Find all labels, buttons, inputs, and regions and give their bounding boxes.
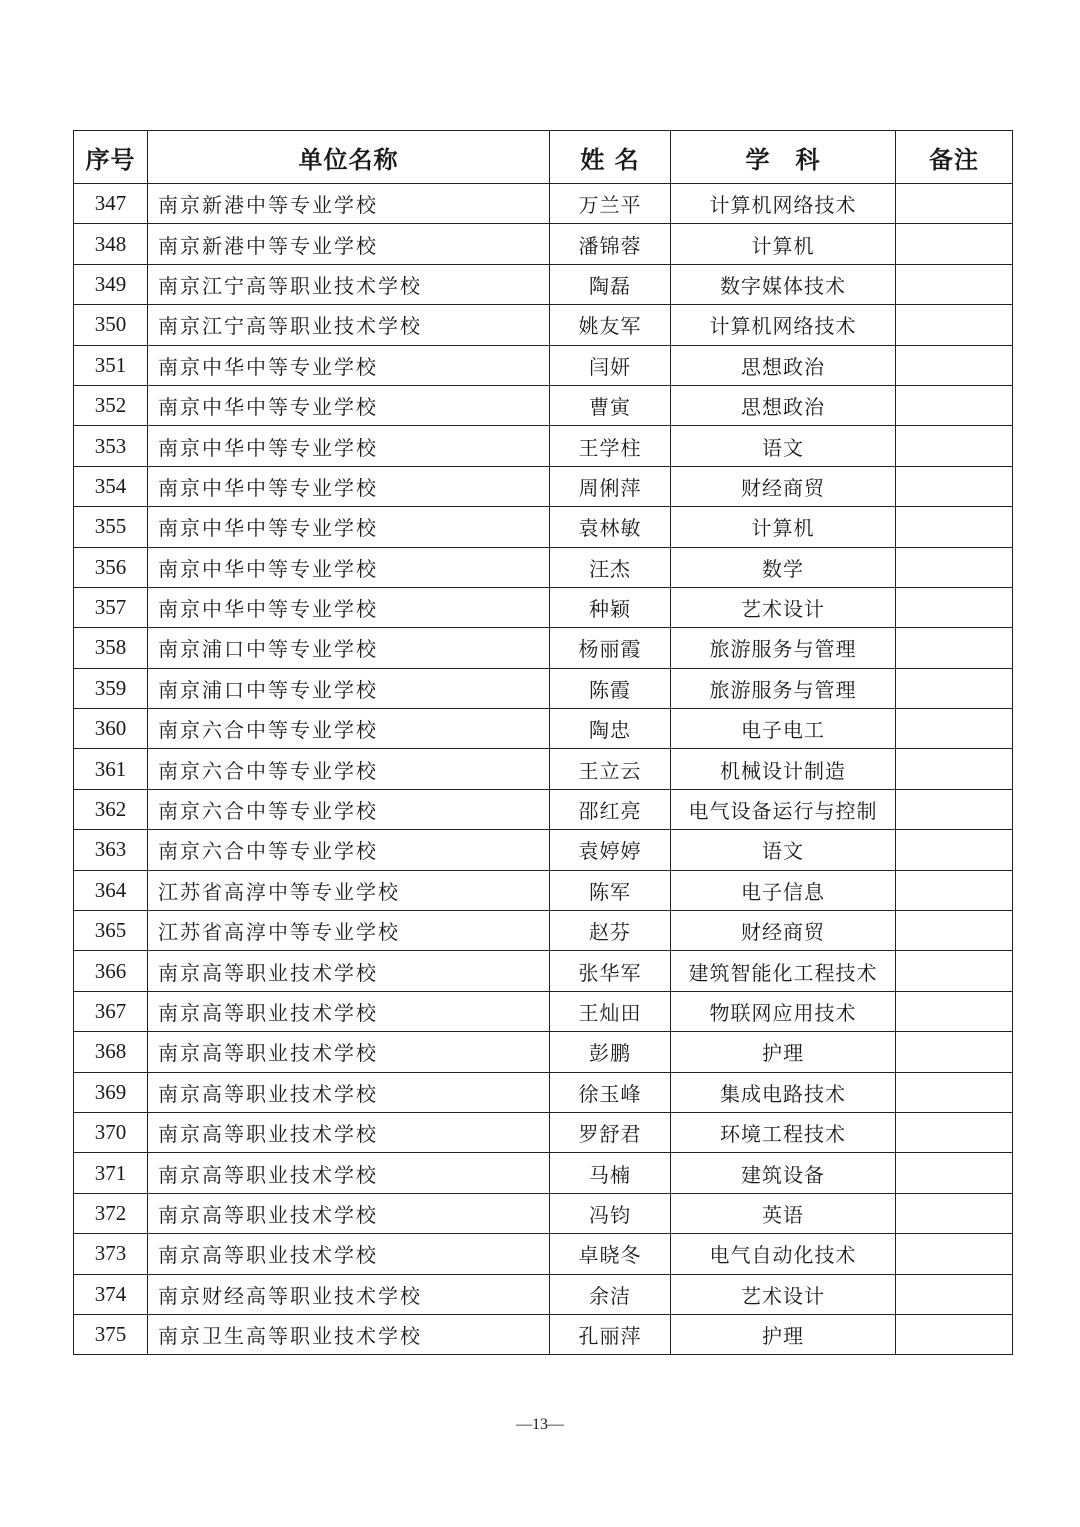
cell-name: 孔丽萍: [550, 1314, 671, 1354]
cell-unit: 南京中华中等专业学校: [148, 547, 550, 587]
cell-subject: 旅游服务与管理: [671, 668, 896, 708]
cell-seq: 353: [74, 426, 148, 466]
cell-unit: 南京六合中等专业学校: [148, 709, 550, 749]
table-row: [74, 1234, 1013, 1274]
cell-seq: 363: [74, 830, 148, 870]
cell-name: 冯钧: [550, 1193, 671, 1233]
cell-name: 曹寅: [550, 385, 671, 425]
table-row: [74, 345, 1013, 385]
cell-note: [896, 911, 1013, 951]
table-row: [74, 385, 1013, 425]
cell-subject: 财经商贸: [671, 466, 896, 506]
cell-note: [896, 507, 1013, 547]
cell-subject: 思想政治: [671, 345, 896, 385]
cell-subject: 物联网应用技术: [671, 991, 896, 1031]
cell-name: 闫妍: [550, 345, 671, 385]
cell-subject: 旅游服务与管理: [671, 628, 896, 668]
cell-note: [896, 264, 1013, 304]
cell-seq: 373: [74, 1234, 148, 1274]
cell-subject: 建筑设备: [671, 1153, 896, 1193]
cell-unit: 南京浦口中等专业学校: [148, 668, 550, 708]
cell-unit: 南京高等职业技术学校: [148, 1112, 550, 1152]
cell-unit: 南京高等职业技术学校: [148, 1193, 550, 1233]
table-row: [74, 991, 1013, 1031]
cell-seq: 356: [74, 547, 148, 587]
cell-unit: 南京高等职业技术学校: [148, 1072, 550, 1112]
cell-name: 陶磊: [550, 264, 671, 304]
cell-name: 卓晓冬: [550, 1234, 671, 1274]
cell-name: 张华军: [550, 951, 671, 991]
table-row: [74, 1274, 1013, 1314]
cell-seq: 372: [74, 1193, 148, 1233]
cell-name: 彭鹏: [550, 1032, 671, 1072]
cell-seq: 365: [74, 911, 148, 951]
table-row: [74, 789, 1013, 829]
cell-seq: 358: [74, 628, 148, 668]
cell-subject: 电子信息: [671, 870, 896, 910]
cell-note: [896, 184, 1013, 224]
cell-note: [896, 1234, 1013, 1274]
table-row: [74, 507, 1013, 547]
cell-name: 王立云: [550, 749, 671, 789]
cell-subject: 环境工程技术: [671, 1112, 896, 1152]
cell-subject: 计算机网络技术: [671, 305, 896, 345]
cell-unit: 南京中华中等专业学校: [148, 426, 550, 466]
cell-subject: 电子电工: [671, 709, 896, 749]
cell-unit: 南京六合中等专业学校: [148, 789, 550, 829]
cell-note: [896, 345, 1013, 385]
cell-subject: 思想政治: [671, 385, 896, 425]
cell-name: 周俐萍: [550, 466, 671, 506]
cell-name: 种颖: [550, 587, 671, 627]
table-row: [74, 870, 1013, 910]
cell-unit: 南京卫生高等职业技术学校: [148, 1314, 550, 1354]
cell-seq: 364: [74, 870, 148, 910]
cell-subject: 护理: [671, 1032, 896, 1072]
cell-name: 潘锦蓉: [550, 224, 671, 264]
cell-seq: 369: [74, 1072, 148, 1112]
header-note: 备注: [896, 131, 1013, 184]
cell-note: [896, 1072, 1013, 1112]
cell-note: [896, 1274, 1013, 1314]
cell-name: 袁婷婷: [550, 830, 671, 870]
table-row: [74, 587, 1013, 627]
cell-subject: 语文: [671, 426, 896, 466]
cell-unit: 南京六合中等专业学校: [148, 749, 550, 789]
cell-name: 余洁: [550, 1274, 671, 1314]
cell-name: 陶忠: [550, 709, 671, 749]
cell-unit: 南京财经高等职业技术学校: [148, 1274, 550, 1314]
header-seq: 序号: [74, 131, 148, 184]
cell-name: 王灿田: [550, 991, 671, 1031]
cell-note: [896, 749, 1013, 789]
cell-note: [896, 1112, 1013, 1152]
cell-seq: 359: [74, 668, 148, 708]
cell-subject: 电气设备运行与控制: [671, 789, 896, 829]
cell-note: [896, 951, 1013, 991]
table-row: [74, 911, 1013, 951]
table-row: [74, 709, 1013, 749]
cell-name: 邵红亮: [550, 789, 671, 829]
cell-seq: 362: [74, 789, 148, 829]
cell-note: [896, 224, 1013, 264]
cell-seq: 351: [74, 345, 148, 385]
cell-seq: 357: [74, 587, 148, 627]
cell-note: [896, 426, 1013, 466]
cell-subject: 语文: [671, 830, 896, 870]
roster-table-container: [73, 130, 1012, 1355]
cell-unit: 南京高等职业技术学校: [148, 951, 550, 991]
cell-subject: 艺术设计: [671, 1274, 896, 1314]
cell-seq: 371: [74, 1153, 148, 1193]
cell-unit: 南京中华中等专业学校: [148, 466, 550, 506]
table-row: [74, 1314, 1013, 1354]
cell-name: 万兰平: [550, 184, 671, 224]
cell-subject: 建筑智能化工程技术: [671, 951, 896, 991]
cell-unit: 南京中华中等专业学校: [148, 385, 550, 425]
table-row: [74, 1032, 1013, 1072]
cell-unit: 南京中华中等专业学校: [148, 507, 550, 547]
cell-seq: 347: [74, 184, 148, 224]
cell-seq: 354: [74, 466, 148, 506]
table-row: [74, 1153, 1013, 1193]
cell-subject: 集成电路技术: [671, 1072, 896, 1112]
cell-note: [896, 305, 1013, 345]
table-header-row: [74, 131, 1013, 184]
table-row: [74, 668, 1013, 708]
cell-name: 陈霞: [550, 668, 671, 708]
cell-name: 赵芬: [550, 911, 671, 951]
cell-subject: 艺术设计: [671, 587, 896, 627]
table-row: [74, 547, 1013, 587]
cell-note: [896, 709, 1013, 749]
cell-subject: 数学: [671, 547, 896, 587]
cell-note: [896, 547, 1013, 587]
table-row: [74, 951, 1013, 991]
cell-note: [896, 1032, 1013, 1072]
cell-unit: 南京高等职业技术学校: [148, 1032, 550, 1072]
cell-name: 徐玉峰: [550, 1072, 671, 1112]
cell-unit: 南京江宁高等职业技术学校: [148, 305, 550, 345]
table-body: [74, 184, 1013, 1355]
table-row: [74, 426, 1013, 466]
cell-unit: 南京新港中等专业学校: [148, 184, 550, 224]
table-row: [74, 749, 1013, 789]
cell-name: 汪杰: [550, 547, 671, 587]
cell-unit: 南京六合中等专业学校: [148, 830, 550, 870]
cell-unit: 南京江宁高等职业技术学校: [148, 264, 550, 304]
cell-name: 姚友军: [550, 305, 671, 345]
cell-note: [896, 870, 1013, 910]
cell-subject: 计算机: [671, 507, 896, 547]
cell-note: [896, 789, 1013, 829]
cell-note: [896, 830, 1013, 870]
table-row: [74, 1072, 1013, 1112]
cell-subject: 英语: [671, 1193, 896, 1233]
table-row: [74, 1112, 1013, 1152]
header-subject: 学 科: [671, 131, 896, 184]
cell-name: 马楠: [550, 1153, 671, 1193]
cell-note: [896, 991, 1013, 1031]
cell-subject: 计算机: [671, 224, 896, 264]
cell-unit: 南京高等职业技术学校: [148, 1153, 550, 1193]
cell-note: [896, 1193, 1013, 1233]
table-row: [74, 264, 1013, 304]
cell-subject: 数字媒体技术: [671, 264, 896, 304]
cell-note: [896, 1153, 1013, 1193]
cell-unit: 南京高等职业技术学校: [148, 1234, 550, 1274]
cell-note: [896, 628, 1013, 668]
cell-name: 王学柱: [550, 426, 671, 466]
cell-unit: 江苏省高淳中等专业学校: [148, 911, 550, 951]
cell-name: 罗舒君: [550, 1112, 671, 1152]
table-row: [74, 184, 1013, 224]
cell-seq: 366: [74, 951, 148, 991]
cell-seq: 360: [74, 709, 148, 749]
cell-unit: 南京新港中等专业学校: [148, 224, 550, 264]
cell-seq: 375: [74, 1314, 148, 1354]
cell-note: [896, 587, 1013, 627]
cell-seq: 374: [74, 1274, 148, 1314]
cell-note: [896, 466, 1013, 506]
table-row: [74, 830, 1013, 870]
table-row: [74, 1193, 1013, 1233]
cell-name: 陈军: [550, 870, 671, 910]
cell-seq: 370: [74, 1112, 148, 1152]
cell-name: 袁林敏: [550, 507, 671, 547]
cell-subject: 电气自动化技术: [671, 1234, 896, 1274]
cell-seq: 352: [74, 385, 148, 425]
cell-subject: 计算机网络技术: [671, 184, 896, 224]
table-row: [74, 224, 1013, 264]
header-name: 姓 名: [550, 131, 671, 184]
roster-table: [73, 130, 1013, 1355]
cell-unit: 南京中华中等专业学校: [148, 587, 550, 627]
cell-seq: 368: [74, 1032, 148, 1072]
table-row: [74, 466, 1013, 506]
header-unit: 单位名称: [148, 131, 550, 184]
cell-subject: 机械设计制造: [671, 749, 896, 789]
page-number: —13—: [516, 1416, 564, 1433]
cell-seq: 367: [74, 991, 148, 1031]
cell-note: [896, 385, 1013, 425]
cell-seq: 355: [74, 507, 148, 547]
cell-unit: 南京高等职业技术学校: [148, 991, 550, 1031]
cell-seq: 350: [74, 305, 148, 345]
cell-unit: 江苏省高淳中等专业学校: [148, 870, 550, 910]
cell-seq: 349: [74, 264, 148, 304]
cell-subject: 财经商贸: [671, 911, 896, 951]
cell-note: [896, 668, 1013, 708]
table-row: [74, 305, 1013, 345]
cell-seq: 348: [74, 224, 148, 264]
cell-note: [896, 1314, 1013, 1354]
cell-subject: 护理: [671, 1314, 896, 1354]
table-row: [74, 628, 1013, 668]
cell-seq: 361: [74, 749, 148, 789]
cell-unit: 南京中华中等专业学校: [148, 345, 550, 385]
cell-unit: 南京浦口中等专业学校: [148, 628, 550, 668]
cell-name: 杨丽霞: [550, 628, 671, 668]
